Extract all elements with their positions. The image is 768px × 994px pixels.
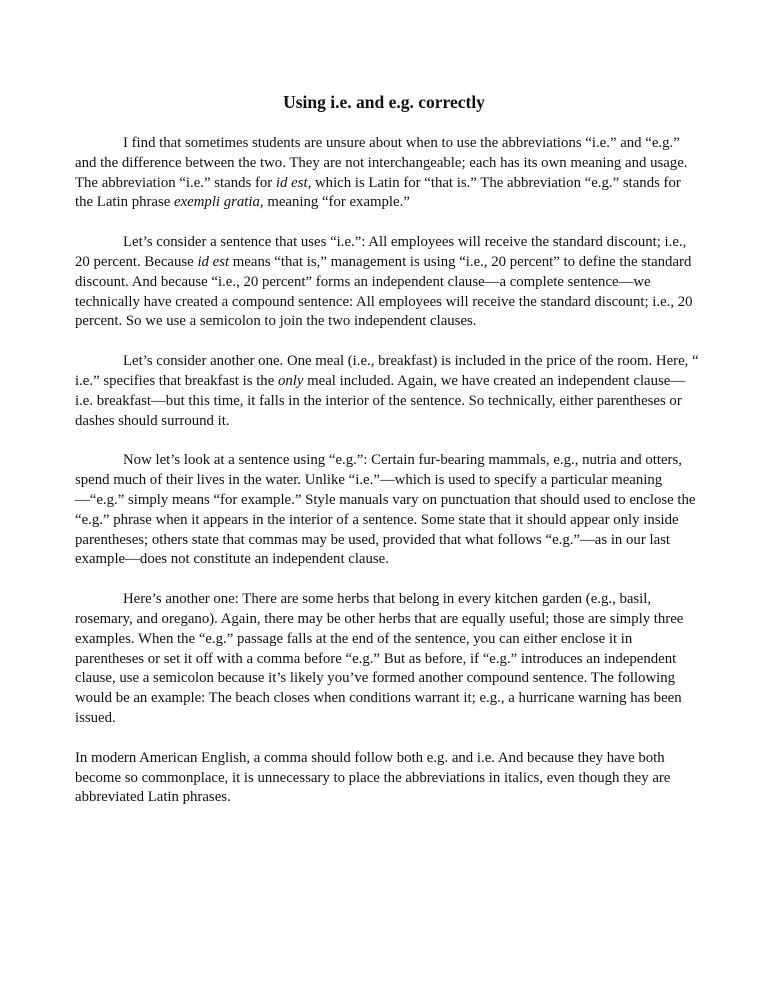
- text-segment: meal included. Again, we have created an independent clause—i.e. breakfast—but this time, it falls in the interior of the sentence. So technically, either parentheses or dashes should surround it.: [75, 372, 686, 429]
- paragraph: [75, 451, 701, 570]
- document-body: [75, 134, 701, 828]
- text-segment: I find that sometimes students are unsure about when to use the abbreviations “i.e.” and “e.g.” and the difference between the two. They are not interchangeable; each has its own meaning and usage. The abbreviation “i.e.” stands for: [75, 135, 688, 191]
- text-segment: meaning “for example.”: [263, 194, 410, 211]
- text-segment: Let’s consider another one. One meal (i.e., breakfast) is included in the price of the room. Here, “ i.e.” specifies that breakfast is the: [75, 353, 699, 389]
- paragraph: [75, 749, 701, 808]
- text-segment: In modern American English, a comma should follow both e.g. and i.e. And because they have both become so commonplace, it is unnecessary to place the abbreviations in italics, even though they are abbreviated Latin phrases.: [75, 749, 671, 806]
- italic-text: id est: [197, 253, 230, 270]
- italic-text: exempli gratia,: [174, 194, 264, 211]
- paragraph: [75, 590, 701, 729]
- italic-text: id est,: [275, 174, 312, 191]
- paragraph: [75, 352, 701, 431]
- text-segment: Now let’s look at a sentence using “e.g.”: Certain fur-bearing mammals, e.g., nutria and otters, spend much of their lives in the water. Unlike “i.e.”—which is used to specify a particular meaning—“e.g.” simply means “for example.” Style manuals vary on punctuation that should used to enclose the “e.g.” phrase when it appears in the interior of a sentence. Some state that it should appear only inside parentheses; others state that commas may be used, provided that what follows “e.g.”—as in our last example—does not constitute an independent clause.: [75, 452, 696, 568]
- text-segment: which is Latin for “that is.” The abbreviation “e.g.” stands for the Latin phrase: [75, 174, 681, 211]
- paragraph: [75, 134, 701, 213]
- italic-text: only: [277, 372, 304, 389]
- text-segment: means “that is,” management is using “i.e., 20 percent” to define the standard discount. And because “i.e., 20 percent” forms an independent clause—a complete sentence—we technically have created a compound sentence: All employees will receive the standard discount; i.e., 20 percent. So we use a semicolon to join the two independent clauses.: [75, 253, 693, 330]
- text-segment: Here’s another one: There are some herbs that belong in every kitchen garden (e.g., basil, rosemary, and oregano). Again, there may be other herbs that are equally useful; those are simply three examples. When the “e.g.” passage falls at the end of the sentence, you can either enclose it in parentheses or set it off with a comma before “e.g.” But as before, if “e.g.” introduces an independent clause, use a semicolon because it’s likely you’ve formed another compound sentence. The following would be an example: The beach closes when conditions warrant it; e.g., a hurricane warning has been issued.: [75, 591, 684, 726]
- paragraph: [75, 233, 701, 332]
- document-title: Using i.e. and e.g. correctly: [283, 92, 485, 112]
- text-segment: Let’s consider a sentence that uses “i.e.”: All employees will receive the standard discount; i.e., 20 percent. Because: [75, 234, 687, 270]
